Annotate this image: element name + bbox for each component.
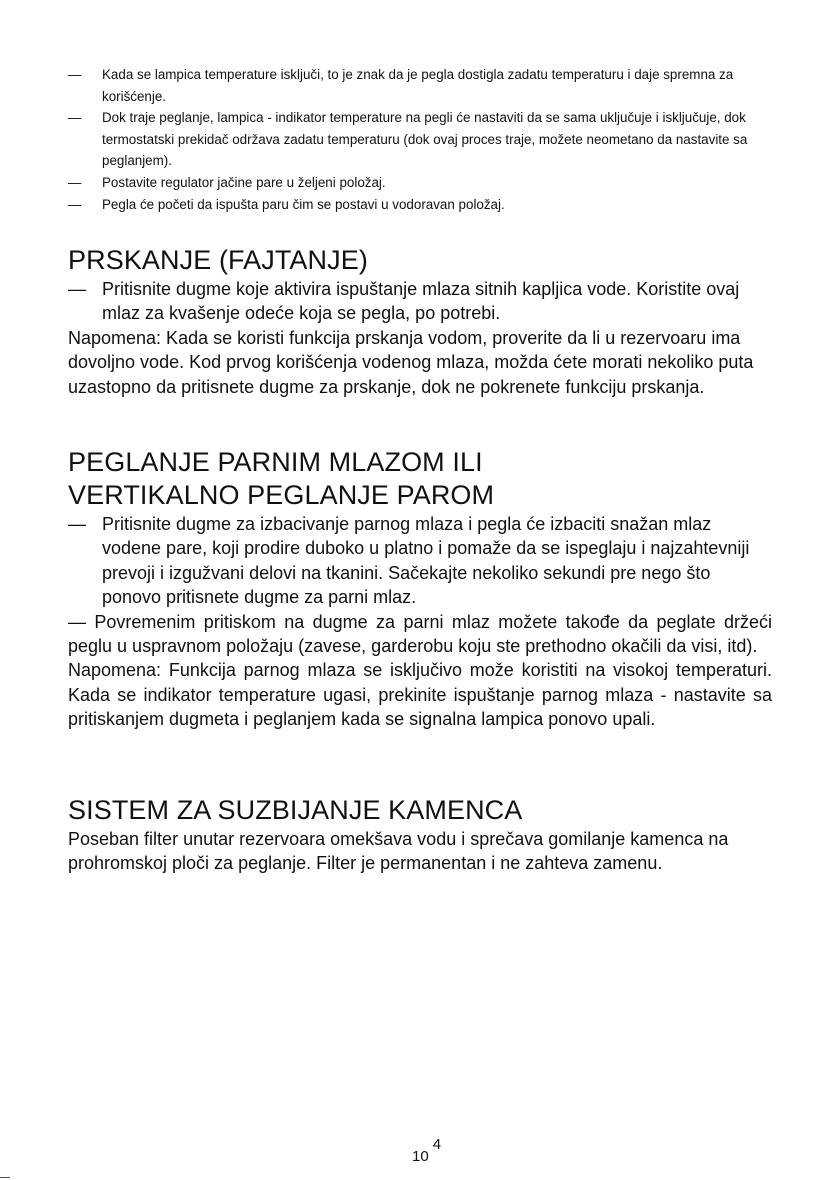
dash-bullet: — (68, 279, 86, 299)
dash-bullet: — (68, 67, 82, 82)
list-item-text: Dok traje peglanje, lampica - indikator temperature na pegli će nastaviti da se sama uključuje i isključuje, dok termostatski prekidač održava zadatu temperaturu (dok ovaj proces traje, možete neometano da nastavite sa peglanjem). (102, 110, 748, 169)
section-heading: SISTEM ZA SUZBIJANJE KAMENCA (68, 795, 523, 825)
page-number-sup: 4 (432, 1136, 442, 1153)
list-item (68, 172, 772, 194)
dash-bullet: — (68, 611, 86, 632)
manual-page (68, 0, 772, 1180)
dash-bullet: — (68, 514, 86, 534)
dash-bullet: — (68, 196, 82, 212)
corner-mark (0, 1177, 10, 1178)
section-heading-line1: PEGLANJE PARNIM MLAZOM ILI (68, 447, 483, 477)
note-paragraph: Napomena: Funkcija parnog mlaza se isključivo može koristiti na visokoj temperaturi. Kada se indikator temperature ugasi, prekinite ispuštanje parnog mlaza - nastavite sa pritiskanjem dugmeta i peglanjem kada se signalna lampica ponovo upali. (68, 660, 772, 730)
section-paragraph: Poseban filter unutar rezervoara omekšava vodu i sprečava gomilanje kamenca na prohromskoj ploči za peglanje. Filter je permanentan i ne zahteva zamenu. (68, 829, 729, 874)
list-item-flush (68, 610, 772, 659)
list-item (68, 64, 772, 107)
section-steam (68, 446, 772, 732)
page-number (412, 1136, 442, 1165)
section-heading-line2: VERTIKALNO PEGLANJE PAROM (68, 480, 495, 510)
section-heading: PRSKANJE (FAJTANJE) (68, 245, 368, 275)
note-paragraph: Napomena: Kada se koristi funkcija prskanja vodom, proverite da li u rezervoaru ima dovoljno vode. Kod prvog korišćenja vodenog mlaza, možda ćete morati nekoliko puta uzastopno da pritisnete dugme za prskanje, dok ne pokrenete funkciju prskanja. (68, 327, 754, 397)
section-scale (68, 794, 772, 876)
list-item-text: Pritisnite dugme za izbacivanje parnog mlaza i pegla će izbaciti snažan mlaz vodene pare, koji prodire duboko u platno i pomaže da se ispeglaju i najzahtevniji prevoji i izgužvani delovi na tkanini. Sačekajte nekoliko sekundi pre nego što ponovo pritisnete dugme za parni mlaz. (102, 514, 750, 608)
list-item-text: Pritisnite dugme koje aktivira ispuštanje mlaza sitnih kapljica vode. Koristite ovaj mlaz za kvašenje odeće koja se pegla, po potrebi. (102, 279, 740, 324)
list-item (68, 277, 772, 326)
list-item-text: Povremenim pritiskom na dugme za parni mlaz možete takođe da peglate držeći peglu u uspravnom položaju (zavese, garderobu koju ste prethodno okačili da visi, itd). (68, 611, 772, 657)
list-item-text: Kada se lampica temperature isključi, to je znak da je pegla dostigla zadatu temperaturu i daje spremna za korišćenje. (102, 67, 734, 104)
list-item (68, 194, 772, 216)
page-number-main: 10 (412, 1148, 429, 1165)
list-item-text: Pegla će početi da ispušta paru čim se postavi u vodoravan položaj. (102, 196, 505, 212)
dash-bullet: — (68, 174, 82, 190)
list-item-text: Postavite regulator jačine pare u željeni položaj. (102, 174, 386, 190)
dash-bullet: — (68, 110, 82, 126)
intro-list (68, 64, 772, 215)
list-item (68, 107, 772, 172)
section-spray (68, 244, 772, 399)
list-item (68, 512, 772, 610)
